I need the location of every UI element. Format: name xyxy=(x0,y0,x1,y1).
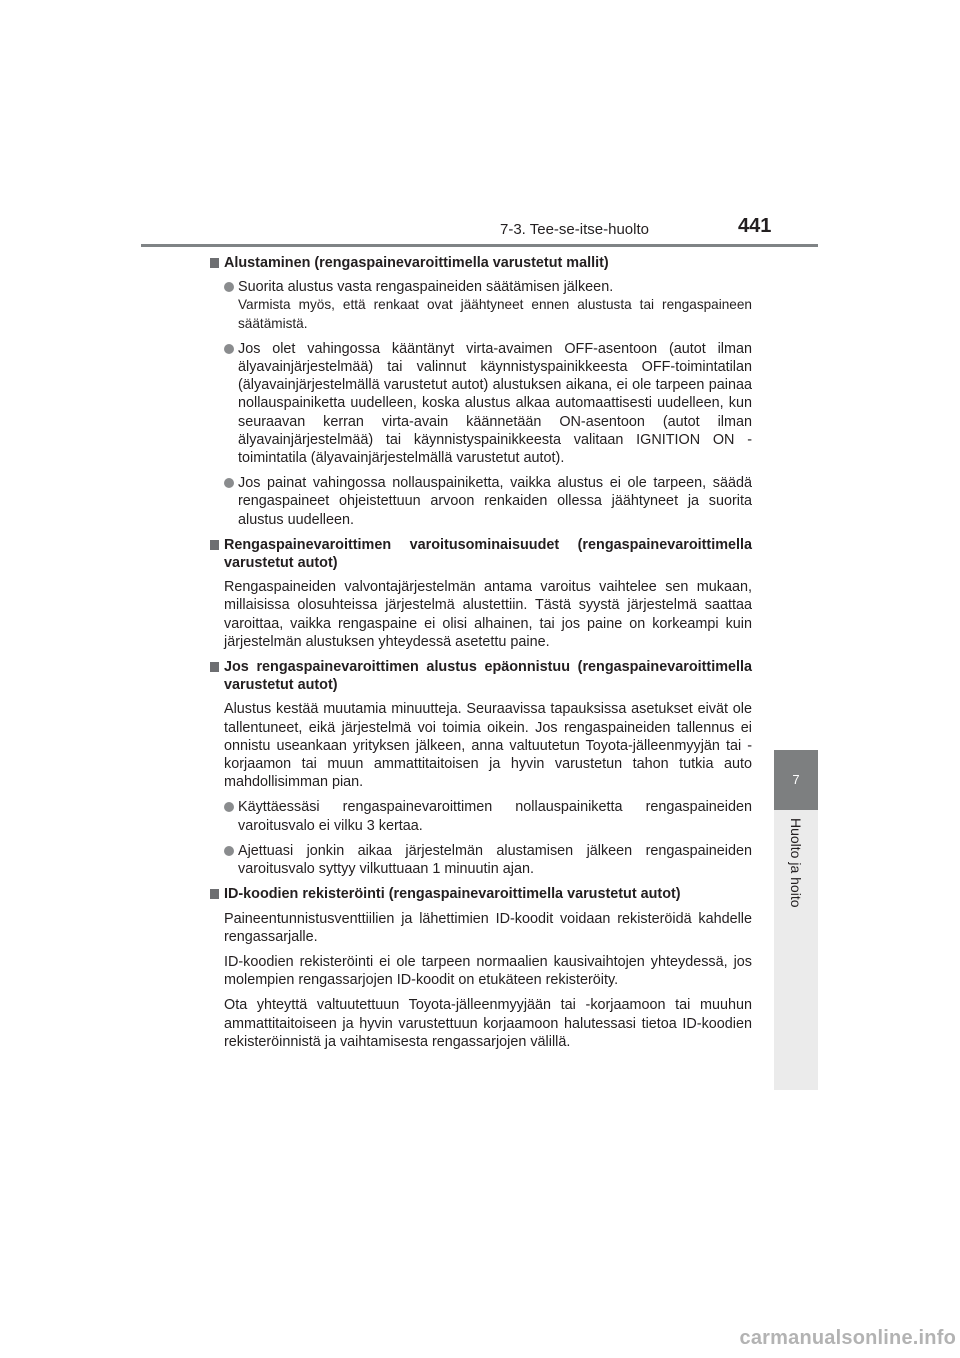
list-item xyxy=(224,278,752,333)
section-title: Jos rengaspainevaroittimen alustus epäonnistuu (rengaspainevaroittimella varustetut autot) xyxy=(210,658,752,694)
circle-bullet-icon xyxy=(224,802,234,812)
section-title: ID-koodien rekisteröinti (rengaspainevaroittimella varustetut autot) xyxy=(210,885,752,903)
chapter-number: 7 xyxy=(792,772,800,787)
circle-bullet-icon xyxy=(224,478,234,488)
paragraph: Rengaspaineiden valvontajärjestelmän antama varoitus vaihtelee sen mukaan, millaisissa olosuhteissa järjestelmä alustettiin. Tästä syystä järjestelmä saattaa varoittaa, vaikka rengaspaine ei olisi alhainen, tai jos paine on korkeampi kuin järjestelmän alustuksen yhteydessä asetettu paine. xyxy=(224,579,752,650)
circle-bullet-icon xyxy=(224,282,234,292)
section-id-registration xyxy=(210,885,752,1051)
list-item xyxy=(224,340,752,467)
header-section-title: 7-3. Tee-se-itse-huolto xyxy=(500,221,649,238)
bullet-text: Jos olet vahingossa kääntänyt virta-avaimen OFF-asentoon (autot ilman älyavainjärjestelmää) tai valinnut käynnistyspainikkeesta OFF-toimintatilan (älyavainjärjestelmällä varustetut autot) alustuksen aikana, ei ole tarpeen painaa nollauspainiketta uudelleen, koska alustus alkaa automaattisesti uudelleen, kun seuraavan kerran virta-avain käännetään ON-asentoon (autot ilman älyavainjärjestelmää) tai käynnistyspainikkeesta valitaan IGNITION ON -toimintatila (älyavainjärjestelmällä varustetut autot). xyxy=(238,340,752,467)
circle-bullet-icon xyxy=(224,344,234,354)
page-content xyxy=(210,254,752,1058)
section-initialization xyxy=(210,254,752,529)
bullet-subtext: Varmista myös, että renkaat ovat jäähtyneet ennen alustusta tai rengaspaineen säätämistä. xyxy=(238,297,752,331)
paragraph: Ota yhteyttä valtuutettuun Toyota-jälleenmyyjään tai -korjaamoon tai muuhun ammattitaitoiseen ja hyvin varustettuun korjaamoon halutessasi tietoa ID-koodien rekisteröinnistä ja vaihtamisesta rengassarjojen välillä. xyxy=(224,997,752,1050)
bullet-text: Suorita alustus vasta rengaspaineiden säätämisen jälkeen. xyxy=(238,279,614,296)
square-bullet-icon xyxy=(210,889,219,899)
section-title: Alustaminen (rengaspainevaroittimella varustetut mallit) xyxy=(210,254,752,272)
list-item xyxy=(224,474,752,529)
circle-bullet-icon xyxy=(224,846,234,856)
watermark: carmanualsonline.info xyxy=(739,1327,956,1349)
list-item xyxy=(224,798,752,834)
page-number: 441 xyxy=(738,215,772,237)
chapter-tab xyxy=(774,750,818,810)
section-initialization-failure xyxy=(210,658,752,878)
paragraph: ID-koodien rekisteröinti ei ole tarpeen normaalien kausivaihtojen yhteydessä, jos molempien rengassarjojen ID-koodit on etukäteen rekisteröity. xyxy=(224,953,752,989)
chapter-side-strip xyxy=(774,810,818,1090)
chapter-label: Huolto ja hoito xyxy=(788,818,804,908)
square-bullet-icon xyxy=(210,540,219,550)
bullet-text: Käyttäessäsi rengaspainevaroittimen nollauspainiketta rengaspaineiden varoitusvalo ei vilku 3 kertaa. xyxy=(238,799,752,834)
square-bullet-icon xyxy=(210,258,219,268)
section-warning-features xyxy=(210,536,752,651)
header-rule xyxy=(141,244,818,247)
paragraph: Paineentunnistusventtiilien ja lähettimien ID-koodit voidaan rekisteröidä kahdelle rengassarjalle. xyxy=(224,910,752,945)
list-item xyxy=(224,842,752,878)
section-title: Rengaspainevaroittimen varoitusominaisuudet (rengaspainevaroittimella varustetut autot) xyxy=(210,536,752,572)
bullet-text: Jos painat vahingossa nollauspainiketta, vaikka alustus ei ole tarpeen, säädä rengaspaineet ohjeistettuun arvoon renkaiden ollessa jäähtyneet ja suorita alustus uudelleen. xyxy=(238,475,752,528)
paragraph: Alustus kestää muutamia minuutteja. Seuraavissa tapauksissa asetukset eivät ole tallentuneet, eikä järjestelmä voi toimia oikein. Jos rengaspaineiden tallennus ei onnistu useankaan yrityksen jälkeen, anna valtuutetun Toyota-jälleenmyyjän tai -korjaamon tai muun ammattitaitoisen ja hyvin varustetun tahon tutkia auto mahdollisimman pian. xyxy=(224,701,752,791)
bullet-text: Ajettuasi jonkin aikaa järjestelmän alustamisen jälkeen rengaspaineiden varoitusvalo syttyy vilkuttuaan 1 minuutin ajan. xyxy=(238,842,752,878)
square-bullet-icon xyxy=(210,662,219,672)
